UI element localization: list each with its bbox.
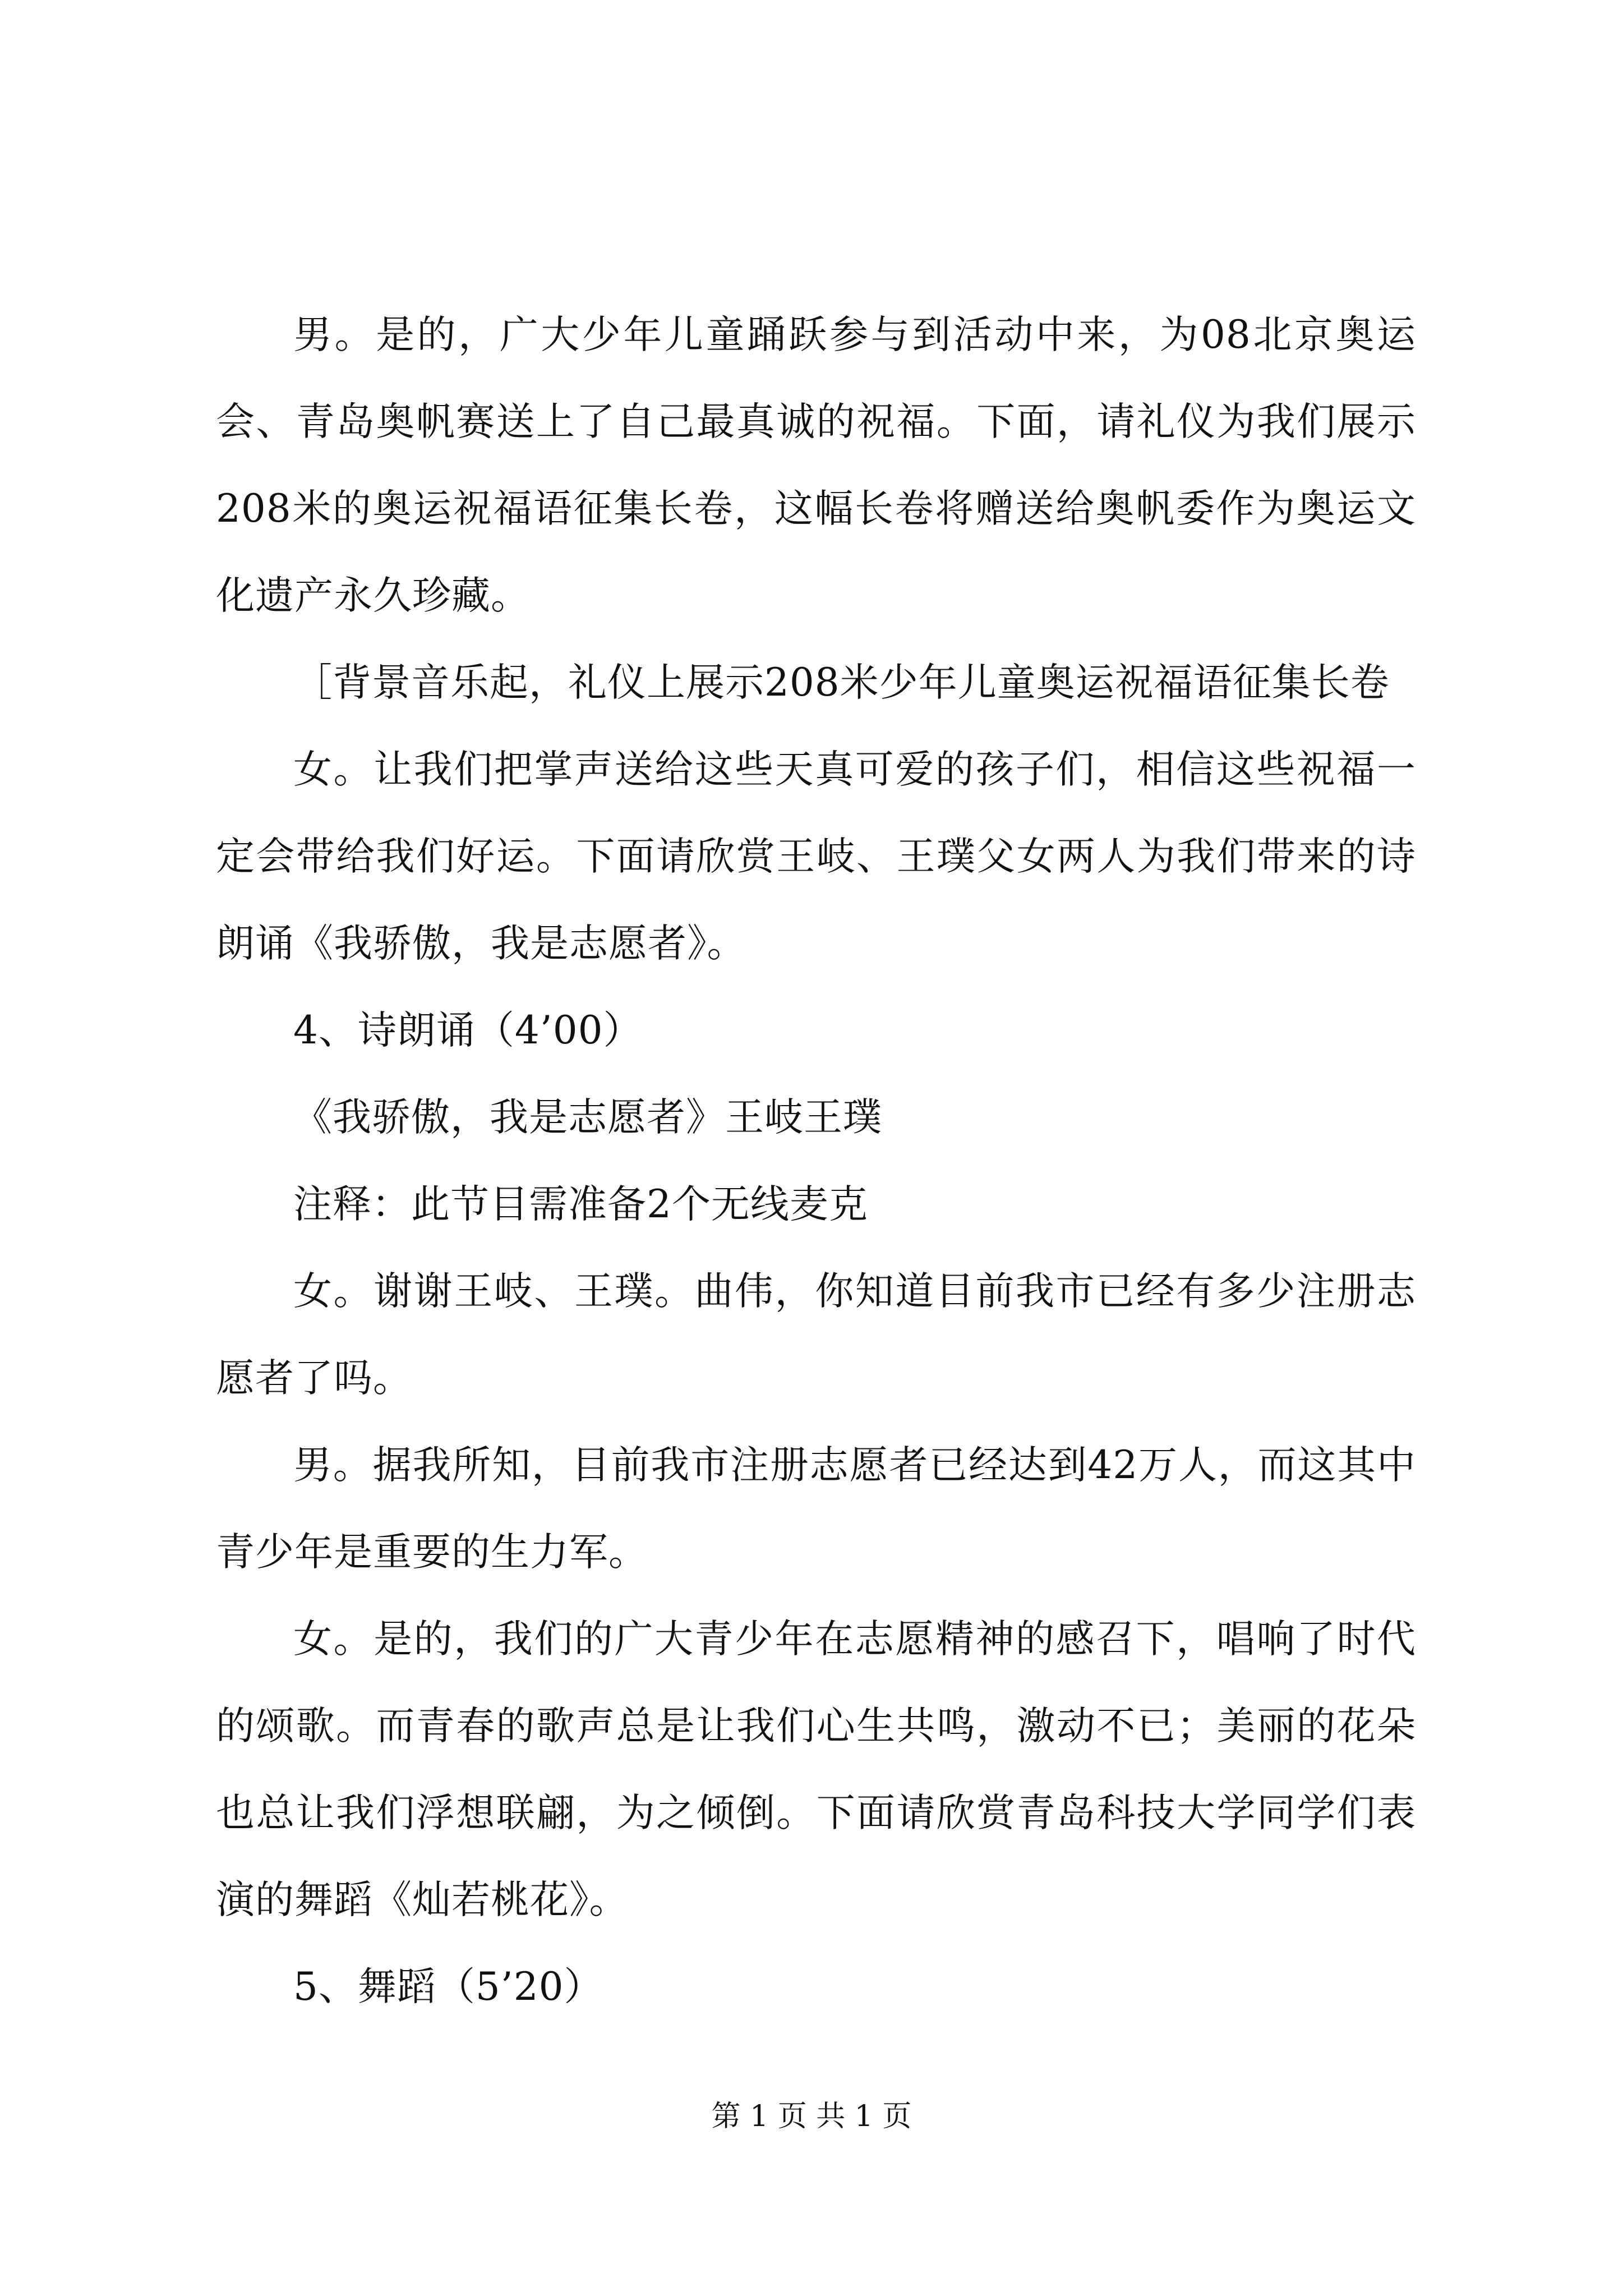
paragraph-8: 男。据我所知，目前我市注册志愿者已经达到42万人，而这其中青少年是重要的生力军。: [216, 1443, 1416, 1575]
paragraph-7: 女。谢谢王岐、王璞。曲伟，你知道目前我市已经有多少注册志愿者了吗。: [216, 1269, 1416, 1401]
program-note: 注释：此节目需准备2个无线麦克: [293, 1182, 868, 1227]
paragraph-1: 男。是的，广大少年儿童踊跃参与到活动中来，为08北京奥运会、青岛奥帆赛送上了自己最真诚的祝福。下面，请礼仪为我们展示208米的奥运祝福语征集长卷，这幅长卷将赠送给奥帆委作为奥运文化遗产永久珍藏。: [216, 312, 1416, 618]
paragraph-2: ［背景音乐起，礼仪上展示208米少年儿童奥运祝福语征集长卷: [293, 660, 1390, 705]
page-footer: 第 1 页 共 1 页: [711, 2100, 912, 2133]
paragraph-9: 女。是的，我们的广大青少年在志愿精神的感召下，唱响了时代的颂歌。而青春的歌声总是让我们心生共鸣，激动不已；美丽的花朵也总让我们浮想联翩，为之倾倒。下面请欣赏青岛科技大学同学们表演的舞蹈《灿若桃花》。: [216, 1617, 1416, 1922]
section-heading-5: 5、舞蹈（5’20）: [293, 1964, 603, 2009]
program-title: 《我骄傲，我是志愿者》王岐王璞: [293, 1095, 882, 1140]
paragraph-3: 女。让我们把掌声送给这些天真可爱的孩子们，相信这些祝福一定会带给我们好运。下面请欣赏王岐、王璞父女两人为我们带来的诗朗诵《我骄傲，我是志愿者》。: [216, 747, 1416, 966]
document-body: [216, 292, 1416, 2031]
section-heading-4: 4、诗朗诵（4’00）: [293, 1008, 643, 1053]
